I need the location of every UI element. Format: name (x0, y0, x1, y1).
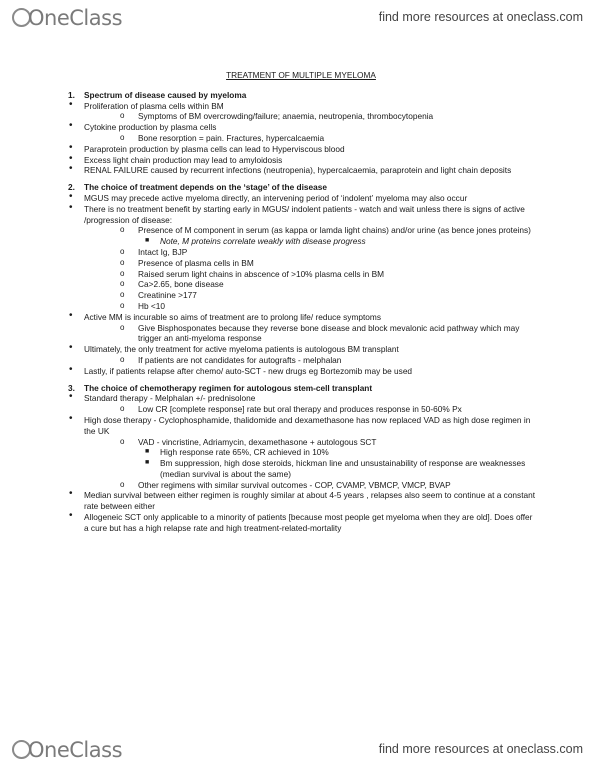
list-item (66, 279, 536, 290)
circle-bullet-icon: o (120, 354, 125, 364)
list-item (66, 458, 536, 480)
bullet-icon: • (69, 98, 73, 110)
section-heading (66, 383, 536, 394)
list-item-text: Hb <10 (138, 300, 165, 311)
list-item-text: Presence of plasma cells in BM (138, 257, 254, 268)
section-1 (66, 90, 536, 176)
list-item-text: Other regimens with similar survival outcomes - COP, CVAMP, VBMCP, VMCP, BVAP (138, 479, 451, 490)
list-item (66, 437, 536, 448)
circle-bullet-icon: o (120, 111, 125, 121)
list-item-text: Bm suppression, high dose steroids, hickman line and unsustainability of response are weaknesses (median survival is about the same) (160, 458, 526, 479)
list-item (66, 247, 536, 258)
list-item (66, 225, 536, 236)
page-footer (0, 730, 595, 764)
circle-bullet-icon: o (120, 404, 125, 414)
square-bullet-icon: ■ (145, 237, 150, 245)
list-item (66, 133, 536, 144)
list-item (66, 201, 536, 226)
list-item (66, 393, 536, 404)
bullet-icon: • (69, 152, 73, 164)
list-item (66, 141, 536, 155)
logo-text: OneClass (28, 738, 123, 762)
list-item-text: Excess light chain production may lead to amyloidosis (84, 154, 283, 165)
list-item (66, 323, 536, 345)
list-item (66, 447, 536, 458)
section-3 (66, 383, 536, 534)
list-item-text: Active MM is incurable so aims of treatment are to prolong life/ reduce symptoms (84, 311, 381, 322)
footer-tagline-link[interactable]: find more resources at oneclass.com (378, 742, 583, 756)
list-item-text: RENAL FAILURE caused by recurrent infections (neutropenia), hypercalcaemia, paraprotein and light chain deposits (84, 165, 512, 176)
list-item (66, 122, 536, 133)
section-heading (66, 182, 536, 193)
circle-bullet-icon: o (120, 279, 125, 289)
bullet-icon: • (69, 141, 73, 153)
list-item-text: If patients are not candidates for autografts - melphalan (138, 354, 342, 365)
section-heading-text: Spectrum of disease caused by myeloma (84, 89, 247, 100)
square-bullet-icon: ■ (145, 448, 150, 456)
list-item (66, 190, 536, 204)
circle-bullet-icon: o (120, 300, 125, 310)
bullet-icon: • (69, 510, 73, 522)
list-item (66, 480, 536, 491)
list-item-text: High dose therapy - Cyclophosphamide, thalidomide and dexamethasone has now replaced VAD as high dose regimen in the UK (84, 414, 531, 436)
list-item-text: Bone resorption = pain. Fractures, hypercalcaemia (138, 132, 325, 143)
list-item (66, 363, 536, 377)
list-item-text: Ca>2.65, bone disease (138, 279, 224, 290)
list-item-text: Presence of M component in serum (as kappa or lamda light chains) and/or urine (as bence jones proteins) (138, 225, 531, 236)
list-item-text: Note, M proteins correlate weakly with disease progress (160, 236, 366, 247)
list-item (66, 309, 536, 323)
document-body (66, 70, 536, 534)
list-item-text: Lastly, if patients relapse after chemo/ auto-SCT - new drugs eg Bortezomib may be used (84, 365, 413, 376)
circle-bullet-icon: o (120, 322, 125, 332)
bullet-icon: • (69, 163, 73, 175)
list-item-text: Low CR [complete response] rate but oral therapy and produces response in 50-60% Px (138, 404, 462, 415)
bullet-icon: • (69, 342, 73, 354)
circle-bullet-icon: o (120, 290, 125, 300)
list-item-text: Ultimately, the only treatment for active myeloma patients is autologous BM transplant (84, 344, 399, 355)
section-heading-text: The choice of chemotherapy regimen for autologous stem-cell transplant (84, 382, 373, 393)
list-item-text: Cytokine production by plasma cells (84, 122, 217, 133)
list-item-text: Symptoms of BM overcrowding/failure; anaemia, neutropenia, thrombocytopenia (138, 111, 434, 122)
circle-bullet-icon: o (120, 246, 125, 256)
circle-bullet-icon: o (120, 479, 125, 489)
list-item-text: Intact Ig, BJP (138, 246, 188, 257)
bullet-icon: • (69, 488, 73, 500)
list-item-text: Raised serum light chains in abscence of >10% plasma cells in BM (138, 268, 385, 279)
list-item (66, 269, 536, 280)
page-header (0, 0, 595, 34)
bullet-icon: • (69, 391, 73, 403)
list-item (66, 236, 536, 247)
document-title: TREATMENT OF MULTIPLE MYELOMA (226, 70, 376, 80)
list-item (66, 512, 536, 534)
list-item-text: There is no treatment benefit by starting early in MGUS/ indolent patients - watch and wait unless there is signs of active /progression of disease: (84, 203, 525, 225)
section-heading-text: The choice of treatment depends on the ‘stage’ of the disease (84, 182, 327, 193)
list-item-text: Creatinine >177 (138, 290, 197, 301)
list-item-text: High response rate 65%, CR achieved in 10% (160, 447, 329, 458)
circle-bullet-icon: o (120, 436, 125, 446)
list-item-text: Paraprotein production by plasma cells can lead to Hyperviscous blood (84, 143, 345, 154)
sections-container (66, 90, 536, 534)
list-item-text: MGUS may precede active myeloma directly, an intervening period of ‘indolent’ myeloma may also occur (84, 192, 468, 203)
list-item (66, 165, 536, 176)
list-item (66, 344, 536, 355)
list-item (66, 490, 536, 512)
square-bullet-icon: ■ (145, 459, 150, 467)
bullet-icon: • (69, 309, 73, 321)
list-item (66, 301, 536, 312)
list-item (66, 98, 536, 112)
list-item (66, 290, 536, 301)
list-item (66, 355, 536, 366)
list-item (66, 111, 536, 122)
list-item (66, 412, 536, 437)
section-number: 3. (68, 382, 75, 393)
section-number: 2. (68, 182, 75, 193)
bullet-icon: • (69, 120, 73, 132)
header-tagline-link[interactable]: find more resources at oneclass.com (378, 10, 583, 24)
list-item (66, 258, 536, 269)
section-number: 1. (68, 89, 75, 100)
circle-bullet-icon: o (120, 225, 125, 235)
bullet-icon: • (69, 363, 73, 375)
section-heading (66, 90, 536, 101)
bullet-icon: • (69, 190, 73, 202)
circle-bullet-icon: o (120, 257, 125, 267)
list-item-text: Give Bisphosponates because they reverse bone disease and block mevalonic acid pathway which may trigger an anti-myeloma response (138, 322, 520, 344)
oneclass-logo[interactable] (12, 6, 122, 30)
list-item-text: Median survival between either regimen is roughly similar at about 4-5 years , relapses also seem to continue at a constant rate between either (84, 490, 536, 512)
list-item-text: Allogeneic SCT only applicable to a minority of patients [because most people get myeloma when they are old]. Does offer a cure but has a high relapse rate and high treatment-related-mortality (84, 512, 533, 533)
list-item (66, 404, 536, 415)
logo-text: OneClass (28, 6, 123, 30)
list-item-text: Proliferation of plasma cells within BM (84, 100, 224, 111)
circle-bullet-icon: o (120, 268, 125, 278)
list-item (66, 152, 536, 166)
section-2 (66, 182, 536, 376)
bullet-icon: • (69, 412, 73, 424)
list-item-text: VAD - vincristine, Adriamycin, dexamethasone + autologous SCT (138, 436, 377, 447)
oneclass-footer-logo[interactable] (12, 738, 122, 762)
list-item-text: Standard therapy - Melphalan +/- prednisolone (84, 393, 256, 404)
bullet-icon: • (69, 201, 73, 213)
circle-bullet-icon: o (120, 132, 125, 142)
